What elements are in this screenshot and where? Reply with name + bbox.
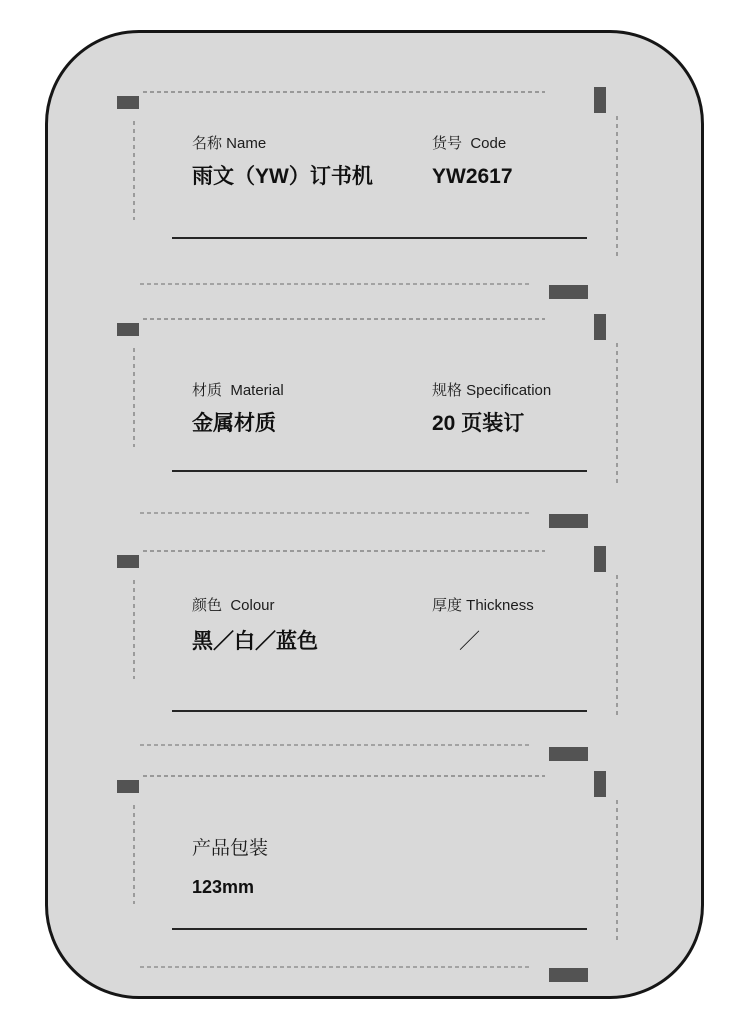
dashed-divider-bottom bbox=[140, 744, 532, 746]
field-label: 规格 Specification bbox=[432, 382, 552, 399]
field-label: 颜色 Colour bbox=[192, 597, 275, 614]
field-label: 产品包装 bbox=[192, 838, 269, 859]
dashed-divider-top bbox=[143, 318, 545, 320]
field-value: 雨文（YW）订书机 bbox=[192, 165, 373, 188]
field-underline bbox=[172, 928, 587, 930]
section-packaging bbox=[48, 775, 701, 990]
corner-mark-square bbox=[117, 780, 139, 793]
field-colour bbox=[192, 597, 318, 654]
corner-mark-bar bbox=[594, 314, 606, 340]
right-dashed-guide bbox=[616, 343, 618, 484]
field-underline bbox=[172, 470, 587, 472]
bottom-mark-rect bbox=[549, 747, 588, 761]
section-name-code bbox=[48, 91, 701, 306]
corner-mark-square bbox=[117, 555, 139, 568]
bottom-mark-rect bbox=[549, 285, 588, 299]
right-dashed-guide bbox=[616, 800, 618, 941]
field-value: 20 页装订 bbox=[432, 412, 525, 435]
field-specification bbox=[432, 382, 551, 436]
field-label: 名称 Name bbox=[192, 135, 267, 152]
dashed-divider-bottom bbox=[140, 966, 532, 968]
field-packaging bbox=[192, 838, 268, 899]
field-name bbox=[192, 135, 373, 189]
left-dashed-guide bbox=[133, 121, 135, 220]
field-value: 金属材质 bbox=[192, 412, 276, 435]
dashed-divider-top bbox=[143, 775, 545, 777]
field-material bbox=[192, 382, 284, 436]
field-label: 厚度 Thickness bbox=[432, 597, 534, 614]
corner-mark-bar bbox=[594, 546, 606, 572]
bottom-mark-rect bbox=[549, 968, 588, 982]
section-material-specification bbox=[48, 318, 701, 533]
right-dashed-guide bbox=[616, 116, 618, 257]
field-value: YW2617 bbox=[432, 165, 513, 188]
field-label: 货号 Code bbox=[432, 135, 507, 152]
corner-mark-bar bbox=[594, 771, 606, 797]
field-underline bbox=[172, 237, 587, 239]
field-value: ／ bbox=[459, 630, 480, 653]
product-spec-card bbox=[45, 30, 704, 999]
field-underline bbox=[172, 710, 587, 712]
dashed-divider-bottom bbox=[140, 512, 532, 514]
corner-mark-bar bbox=[594, 87, 606, 113]
left-dashed-guide bbox=[133, 348, 135, 447]
field-thickness bbox=[432, 597, 534, 654]
field-value: 123mm bbox=[192, 877, 255, 897]
bottom-mark-rect bbox=[549, 514, 588, 528]
corner-mark-square bbox=[117, 96, 139, 109]
field-value: 黑／白／蓝色 bbox=[192, 630, 318, 653]
field-code bbox=[432, 135, 513, 189]
dashed-divider-bottom bbox=[140, 283, 532, 285]
dashed-divider-top bbox=[143, 91, 545, 93]
field-label: 材质 Material bbox=[192, 382, 284, 399]
section-colour-thickness bbox=[48, 550, 701, 765]
right-dashed-guide bbox=[616, 575, 618, 716]
dashed-divider-top bbox=[143, 550, 545, 552]
corner-mark-square bbox=[117, 323, 139, 336]
left-dashed-guide bbox=[133, 805, 135, 904]
left-dashed-guide bbox=[133, 580, 135, 679]
